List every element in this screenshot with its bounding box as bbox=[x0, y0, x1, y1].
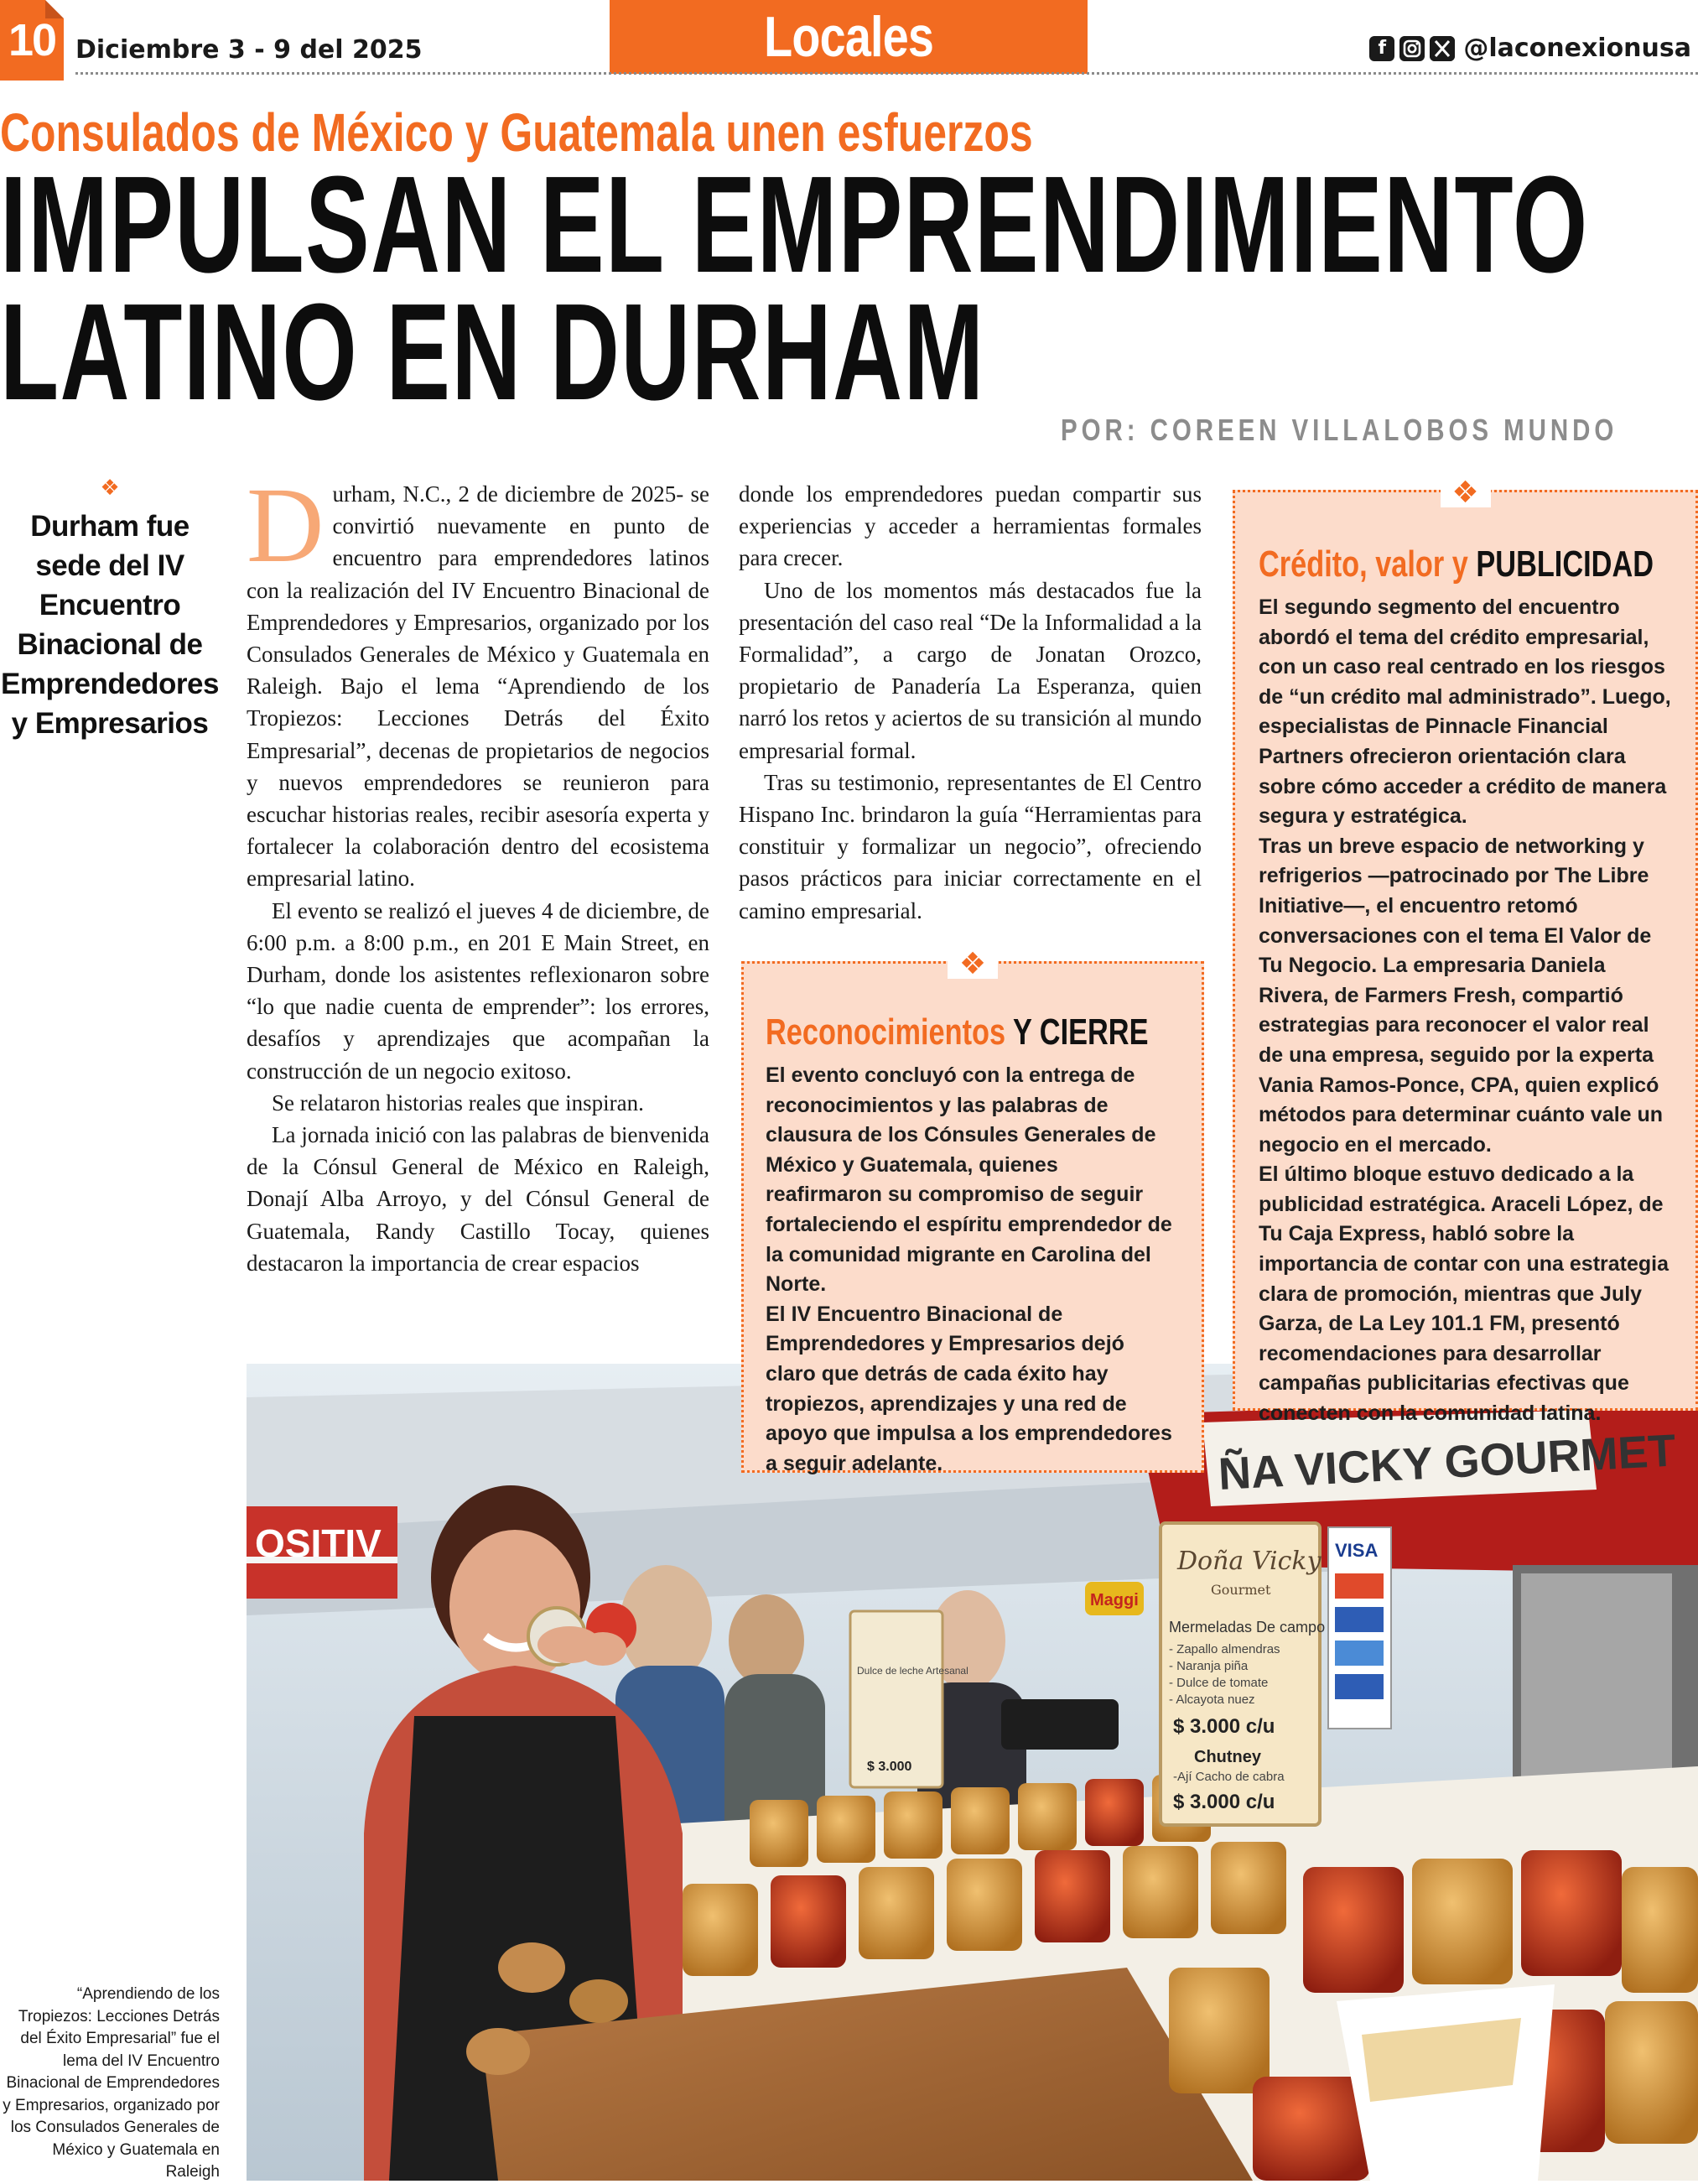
price-sign-price: $ 3.000 c/u bbox=[1173, 1791, 1275, 1813]
small-sign-title: Dulce de leche Artesanal bbox=[857, 1665, 968, 1677]
box-paragraph: El evento concluyó con la entrega de reconocimientos y las palabras de clausura de los Cónsules Generales de México y Guatemala, quienes reafirmaron su compromiso de seguir fortaleciendo el espíritu emprendedor de la comunidad migrante en Carolina del Norte. bbox=[766, 1063, 1172, 1297]
social-handle[interactable]: @laconexionusa bbox=[1463, 34, 1691, 63]
box-paragraph: El último bloque estuvo dedicado a la publicidad estratégica. Araceli López, de Tu Caja Express, habló sobre la importancia de contar con una estrategia clara de promoción, mientras que July Garza, de La Ley 101.1 FM, presentó recomendaciones para desarrollar campañas publicitarias efectivas que conecten con la comunidad latina. bbox=[1259, 1162, 1669, 1426]
price-sign-item: - Naranja piña bbox=[1169, 1659, 1249, 1673]
photo-stall-banner: ÑA VICKY GOURMET bbox=[1217, 1425, 1677, 1500]
price-sign-sub: Gourmet bbox=[1211, 1582, 1271, 1598]
price-sign-price: $ 3.000 c/u bbox=[1173, 1715, 1275, 1738]
price-sign-title: Mermeladas De campo bbox=[1169, 1619, 1326, 1635]
body-paragraph: Se relataron historias reales que inspiran. bbox=[272, 1089, 644, 1115]
visa-sticker: VISA bbox=[1335, 1540, 1379, 1561]
photo-banner-left: OSITIV bbox=[255, 1521, 382, 1565]
body-paragraph: El evento se realizó el jueves 4 de diciembre, de 6:00 p.m. a 8:00 p.m., en 201 E Main Street, en Durham, donde los asistentes reflexionaron sobre “lo que nadie cuenta de emprender”: los errores, desafíos y aprendizajes que acompañan la construcción de un negocio exitoso. bbox=[247, 897, 709, 1084]
article-byline: POR: COREEN VILLALOBOS MUNDO bbox=[1061, 413, 1618, 447]
price-sign-item: - Alcayota nuez bbox=[1169, 1693, 1255, 1707]
social-links bbox=[1369, 32, 1691, 65]
issue-date: Diciembre 3 - 9 del 2025 bbox=[75, 35, 423, 65]
x-icon[interactable] bbox=[1430, 36, 1455, 61]
diamond-ornament-icon: ❖ bbox=[948, 949, 998, 979]
headline-line-2: LATINO EN DURHAM bbox=[0, 275, 985, 429]
box-paragraph: El segundo segmento del encuentro abordó el tema del crédito empresarial, con un caso real centrado en los riesgos de “un crédito mal administrado”. Luego, especialistas de Pinnacle Financial Partners ofrecieron orientación clara sobre cómo acceder a crédito de manera segura y estratégica. bbox=[1259, 595, 1671, 829]
sidebar-box-credito bbox=[1233, 475, 1698, 1426]
diamond-ornament-icon: ❖ bbox=[1441, 477, 1491, 507]
price-sign-title-2: Chutney bbox=[1194, 1748, 1261, 1766]
body-paragraph: Uno de los momentos más destacados fue la presentación del caso real “De la Informalidad a la Formalidad”, a cargo de Jonatan Orozco, propietario de Panadería La Esperanza, quien narró los retos y aciertos de su transición al mundo empresarial formal. bbox=[739, 577, 1202, 763]
sidebar-box-reconocimientos bbox=[741, 946, 1204, 1475]
price-sign-brand: Doña Vicky bbox=[1177, 1547, 1322, 1576]
article-kicker: Consulados de México y Guatemala unen esfuerzos bbox=[0, 102, 1033, 163]
section-tab: Locales bbox=[610, 0, 1088, 74]
small-sign-price: $ 3.000 bbox=[867, 1760, 912, 1774]
maggi-sticker: Maggi bbox=[1090, 1591, 1139, 1609]
body-paragraph: Tras su testimonio, representantes de El Centro Hispano Inc. brindaron la guía “Herramientas para constituir y formalizar un negocio”, ofreciendo pasos prácticos para iniciar correctamente en el camino empresarial. bbox=[739, 769, 1202, 923]
header-divider bbox=[75, 72, 1698, 75]
headline-line-1: IMPULSAN EL EMPRENDIMIENTO bbox=[0, 148, 1589, 301]
page-number: 10 bbox=[0, 0, 64, 81]
article-deck: Durham fue sede del IV Encuentro Binacional de Emprendedores y Empresarios bbox=[1, 510, 219, 740]
price-sign-item: -Ají Cacho de cabra bbox=[1173, 1770, 1285, 1784]
facebook-icon[interactable]: f bbox=[1369, 36, 1394, 61]
body-paragraph: urham, N.C., 2 de diciembre de 2025- se convirtió nuevamente en punto de encuentro para emprendedores latinos con la realización del IV Encuentro Binacional de Emprendedores y Empresarios, organizado por los Consulados Generales de México y Guatemala en Raleigh. Bajo el lema “Aprendiendo de los Tropiezos: Lecciones Detrás del Éxito Empresarial”, decenas de propietarios de negocios y nuevos emprendedores se reunieron para escuchar historias reales, recibir asesoría experta y fortalecer la colaboración dentro del ecosistema empresarial latino. bbox=[247, 481, 709, 892]
diamond-ornament-icon: ❖ bbox=[100, 475, 120, 500]
body-paragraph: donde los emprendedores puedan compartir sus experiencias y acceder a herramientas formales para crecer. bbox=[739, 481, 1202, 571]
box-title: Reconocimientos Y CIERRE bbox=[766, 1011, 1149, 1053]
price-sign-item: - Zapallo almendras bbox=[1169, 1642, 1280, 1656]
article-headline bbox=[0, 148, 1589, 429]
instagram-icon[interactable] bbox=[1399, 36, 1425, 61]
drop-cap: D bbox=[247, 465, 325, 585]
box-title: Crédito, valor y PUBLICIDAD bbox=[1259, 543, 1654, 585]
body-column-1 bbox=[247, 465, 709, 1279]
box-text bbox=[766, 1061, 1180, 1479]
body-column-2 bbox=[739, 478, 1202, 927]
price-sign bbox=[1161, 1523, 1325, 1825]
body-paragraph: La jornada inició con las palabras de bienvenida de la Cónsul General de México en Raleigh, Donají Alba Arroyo, y del Cónsul General de Guatemala, Randy Castillo Tocay, quienes destacaron la importancia de crear espacios bbox=[247, 1122, 709, 1276]
page-fold-corner bbox=[45, 0, 64, 18]
photo-caption: “Aprendiendo de los Tropiezos: Lecciones Detrás del Éxito Empresarial” fue el lema del IV Encuentro Binacional de Emprendedores y Empresarios, organizado por los Consulados Generales de México y Guatemala en Raleigh bbox=[3, 1985, 220, 2181]
box-text bbox=[1259, 593, 1675, 1429]
price-sign-item: - Dulce de tomate bbox=[1169, 1676, 1269, 1690]
box-paragraph: Tras un breve espacio de networking y refrigerios —patrocinado por The Libre Initiative—, el encuentro retomó conversaciones con el tema El Valor de Tu Negocio. La empresaria Daniela Rivera, de Farmers Fresh, compartió estrategias para reconocer el valor real de una empresa, seguido por la experta Vania Ramos-Ponce, CPA, quien explicó métodos para determinar cuánto vale un negocio en el mercado. bbox=[1259, 834, 1664, 1157]
market-stall-photo bbox=[247, 1364, 1698, 2181]
box-paragraph: El IV Encuentro Binacional de Emprendedores y Empresarios dejó claro que detrás de cada éxito hay tropiezos, aprendizajes y una red de apoyo que impulsa a los emprendedores a seguir adelante. bbox=[766, 1302, 1172, 1475]
